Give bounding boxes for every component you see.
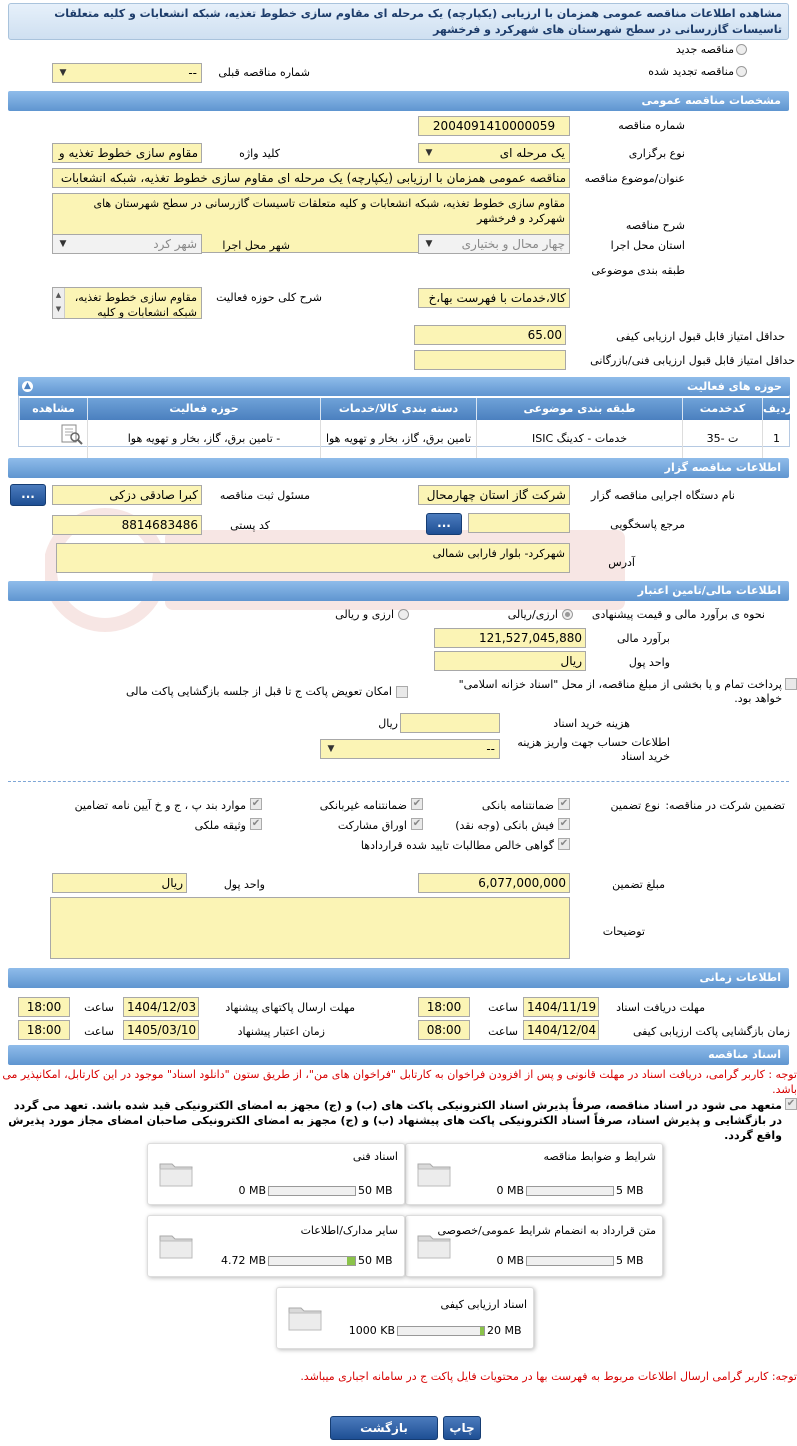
renewed-tender-label: مناقصه تجدید شده [648,65,734,78]
chevron-down-icon: ▼ [59,68,67,78]
file-box-progress-fill [480,1327,484,1335]
page-title: مشاهده اطلاعات مناقصه عمومی همزمان با ارزیابی (یکپارچه) یک مرحله ای مقاوم سازی خطوط تغذیه، شبکه انشعابات و کلیه متعلقات تاسیسات گازرسانی در سطح شهرستان های شهرکرد و فرخشهر [8,3,789,40]
chevron-down-icon: ▼ [425,239,433,249]
city-label: شهر محل اجرا [222,239,290,252]
keyword-label: کلید واژه [239,147,280,160]
nonbank-guarantee-label: ضمانتنامه غیربانکی [319,799,407,812]
col-category: طبقه بندی موضوعی [476,398,682,420]
swap-text: امکان تعویض پاکت ج تا قبل از جلسه بازگشایی پاکت مالی [126,685,392,698]
currency-field: ریال [434,651,586,671]
receivables-checkbox[interactable]: ✔ [559,838,569,849]
time-label: ساعت [488,1025,518,1038]
validity-label: زمان اعتبار پیشنهاد [237,1025,325,1038]
file-box-used: 0 MB [238,1184,266,1197]
file-box-progress [526,1256,614,1266]
col-field: حوزه فعالیت [87,398,320,420]
postal-field: 8814683486 [52,515,202,535]
currency-label: واحد پول [628,656,670,669]
new-tender-label: مناقصه جدید [675,43,734,56]
estimate-field: 121,527,045,880 [434,628,586,648]
folder-icon [158,1230,194,1260]
validity-time-field: 18:00 [18,1020,70,1040]
file-box-progress [397,1326,485,1336]
clause-items-checkbox[interactable]: ✔ [251,798,261,809]
send-deadline-label: مهلت ارسال پاکتهای پیشنهاد [225,1001,355,1014]
file-box-name: شرایط و ضوابط مناقصه [543,1150,656,1163]
folder-icon [416,1158,452,1188]
rial-radio[interactable] [562,609,573,620]
time-label: ساعت [488,1001,518,1014]
collapse-icon[interactable]: ▲ [22,381,33,392]
financial-section-header: اطلاعات مالی/تامین اعتبار [8,581,789,601]
file-box-used: 1000 KB [348,1324,395,1337]
reference-more-button[interactable]: ... [426,513,462,535]
province-select[interactable]: چهار محال و بختیاری ▼ [418,234,570,254]
city-select[interactable]: شهر کرد ▼ [52,234,202,254]
send-time-field: 18:00 [18,997,70,1017]
address-field: شهرکرد- بلوار فارابی شمالی [56,543,570,573]
notes-label: توضیحات [602,925,645,938]
doc-cost-unit: ریال [378,717,398,730]
estimate-label: برآورد مالی [617,632,670,645]
bonds-checkbox[interactable]: ✔ [412,818,422,829]
clause-items-label: موارد بند پ ، ج و خ آیین نامه تضامین [74,799,246,812]
footer-notice: توجه: کاربر گرامی ارسال اطلاعات مربوط به فهرست بها در محتویات فایل پاکت ج در سامانه اجباری میباشد. [300,1370,797,1383]
registrar-field: کبرا صادقی دزکی [52,485,202,505]
reference-field [468,513,570,533]
file-box-progress [268,1256,356,1266]
estimate-method-label: نحوه ی برآورد مالی و قیمت پیشنهادی [591,608,765,621]
account-select[interactable]: -- ▼ [320,739,500,759]
activity-field: مقاوم سازی خطوط تغذیه، شبکه انشعابات و کلیه [52,287,202,319]
file-box-max: 20 MB [487,1324,522,1337]
guarantee-label: تضمین شرکت در مناقصه: [665,799,785,812]
file-box[interactable] [405,1215,663,1277]
rial-option-label: ارزی/ریالی [507,608,558,621]
description-label: شرح مناقصه [625,219,685,232]
file-box-name: اسناد فنی [352,1150,398,1163]
new-tender-radio[interactable] [736,44,747,55]
organizer-section-header: اطلاعات مناقصه گزار [8,458,789,478]
file-box-max: 5 MB [616,1184,644,1197]
receive-deadline-label: مهلت دریافت اسناد [616,1001,705,1014]
bank-guarantee-checkbox[interactable]: ✔ [559,798,569,809]
activity-scrollbar[interactable]: ▲ ▼ [53,288,65,318]
send-date-field: 1404/12/03 [123,997,199,1017]
prev-number-select[interactable]: -- ▼ [52,63,202,83]
postal-label: کد پستی [230,519,270,532]
back-button[interactable]: بازگشت [330,1416,438,1440]
agency-label: نام دستگاه اجرایی مناقصه گزار [591,489,735,502]
guarantee-currency-field: ریال [52,873,187,893]
chevron-down-icon: ▼ [327,744,335,754]
category-field: کالا،خدمات با فهرست بها،خ [418,288,570,308]
divider [8,781,789,782]
bonds-label: اوراق مشارکت [337,819,407,832]
treasury-text: پرداخت تمام و یا بخشی از مبلغ مناقصه، از محل "اسناد خزانه اسلامی" خواهد بود. [458,678,782,705]
commitment-text: متعهد می شود در اسناد مناقصه، صرفاً پذیرش اسناد الکترونیکی پاکت های (ب) و (ج) مجهز به امضای الکترونیکی قید شده باشد. تعهد می گردد در بازگشایی و پذیرش اسناد، صرفاً اسناد الکترونیکی پاکت های پیشنهاد (ب) و (ج) مجهز به امضای الکترونیکی صاحبان امضای مجاز مورد پذیرش واقع گردد. [8,1099,782,1142]
description-field: مقاوم سازی خطوط تغذیه، شبکه انشعابات و کلیه متعلقات تاسیسات گازرسانی در سطح شهرستان های شهرکرد و فرخشهر [52,193,570,253]
treasury-checkbox[interactable] [785,678,797,690]
timing-section-header: اطلاعات زمانی [8,968,789,988]
opening-time-field: 08:00 [418,1020,470,1040]
cash-receipt-checkbox[interactable]: ✔ [559,818,569,829]
holding-type-select[interactable]: یک مرحله ای ▼ [418,143,570,163]
min-quality-label: حداقل امتیاز قابل قبول ارزیابی کیفی [616,330,785,343]
file-box-progress-fill [347,1257,355,1265]
renewed-tender-radio[interactable] [736,66,747,77]
col-view: مشاهده [19,398,87,420]
property-checkbox[interactable]: ✔ [251,818,261,829]
min-tech-label: حداقل امتیاز قابل قبول ارزیابی فنی/بازرگانی [590,354,795,367]
receive-date-field: 1404/11/19 [523,997,599,1017]
guarantee-amount-label: مبلغ تضمین [612,878,665,891]
col-code: کدخدمت [682,398,762,420]
folder-icon [287,1302,323,1332]
address-label: آدرس [608,556,635,569]
holding-type-label: نوع برگزاری [628,147,685,160]
file-box-max: 5 MB [616,1254,644,1267]
keyword-field: مقاوم سازی خطوط تغذیه و [52,143,202,163]
file-box-name: سایر مدارک/اطلاعات [300,1224,398,1237]
time-label: ساعت [84,1001,114,1014]
receive-time-field: 18:00 [418,997,470,1017]
bank-guarantee-label: ضمانتنامه بانکی [481,799,554,812]
file-box-max: 50 MB [358,1254,393,1267]
time-label: ساعت [84,1025,114,1038]
guarantee-currency-label: واحد پول [223,878,265,891]
grid-cell-group: تامین برق، گاز، بخار و تهویه هوا [320,420,476,458]
grid-cell-category: خدمات - کدینگ ISIC [476,420,682,458]
opening-date-field: 1404/12/04 [523,1020,599,1040]
activity-label: شرح کلی حوزه فعالیت [216,291,322,304]
receivables-label: گواهی خالص مطالبات تایید شده قراردادها [360,839,554,852]
opening-time-label: زمان بازگشایی پاکت ارزیابی کیفی [632,1025,790,1038]
commitment-checkbox[interactable]: ✔ [786,1098,796,1109]
file-box[interactable] [147,1215,405,1277]
col-row: ردیف [762,398,790,420]
min-tech-field [414,350,566,370]
account-label: اطلاعات حساب جهت واریز هزینه خرید اسناد [517,736,670,763]
notes-field [50,897,570,959]
swap-checkbox[interactable] [396,686,408,698]
doc-cost-field [400,713,500,733]
subject-field: مناقصه عمومی همزمان با ارزیابی (یکپارچه) یک مرحله ای مقاوم سازی خطوط تغذیه، شبکه انشعابات [52,168,570,188]
grid-cell-field: - تامین برق، گاز، بخار و تهویه هوا [87,420,320,458]
print-button[interactable]: چاپ [443,1416,481,1440]
file-box-used: 0 MB [496,1184,524,1197]
fx-rial-option-label: ارزی و ریالی [335,608,394,621]
province-label: استان محل اجرا [610,239,685,252]
activity-grid-header: حوزه های فعالیت [18,377,790,396]
file-box-used: 0 MB [496,1254,524,1267]
file-box[interactable] [147,1143,405,1205]
prev-number-label: شماره مناقصه قبلی [218,66,310,79]
doc-cost-label: هزینه خرید اسناد [553,717,630,730]
file-box-name: اسناد ارزیابی کیفی [440,1298,527,1311]
min-quality-field: 65.00 [414,325,566,345]
view-details-icon[interactable] [60,424,84,446]
registrar-more-button[interactable]: ... [10,484,46,506]
nonbank-guarantee-checkbox[interactable]: ✔ [412,798,422,809]
registrar-label: مسئول ثبت مناقصه [219,489,310,502]
grid-cell-row: 1 [762,420,790,458]
tender-number-label: شماره مناقصه [618,119,685,132]
file-box[interactable] [276,1287,534,1349]
cash-receipt-label: فیش بانکی (وجه نقد) [455,819,554,832]
file-box-used: 4.72 MB [220,1254,266,1267]
fx-rial-radio[interactable] [398,609,409,620]
general-section-header: مشخصات مناقصه عمومی [8,91,789,111]
file-box-progress [526,1186,614,1196]
tender-number-field: 2004091410000059 [418,116,570,136]
property-label: وثیقه ملکی [194,819,246,832]
grid-cell-code: ت -35 [682,420,762,458]
file-box-name: متن قرارداد به انضمام شرایط عمومی/خصوصی [437,1224,656,1237]
col-group: دسته بندی کالا/خدمات [320,398,476,420]
category-label: طبقه بندی موضوعی [591,264,685,277]
file-box-progress [268,1186,356,1196]
agency-field: شرکت گاز استان چهارمحال [418,485,570,505]
folder-icon [158,1158,194,1188]
documents-notice: توجه : کاربر گرامی، دریافت اسناد در مهلت قانونی و پس از افزودن فراخوان به کارتابل "فراخوان های من"، از طریق ستون "دانلود اسناد" موجود در این کارتابل، امکانپذیر می باشد. [2,1068,797,1096]
validity-date-field: 1405/03/10 [123,1020,199,1040]
file-box-max: 50 MB [358,1184,393,1197]
reference-label: مرجع پاسخگویی [610,518,685,531]
guarantee-amount-field: 6,077,000,000 [418,873,570,893]
subject-label: عنوان/موضوع مناقصه [584,172,685,185]
chevron-down-icon: ▼ [425,148,433,158]
guarantee-type-label: نوع تضمین [610,799,660,812]
chevron-down-icon: ▼ [59,239,67,249]
documents-section-header: اسناد مناقصه [8,1045,789,1065]
file-box[interactable] [405,1143,663,1205]
